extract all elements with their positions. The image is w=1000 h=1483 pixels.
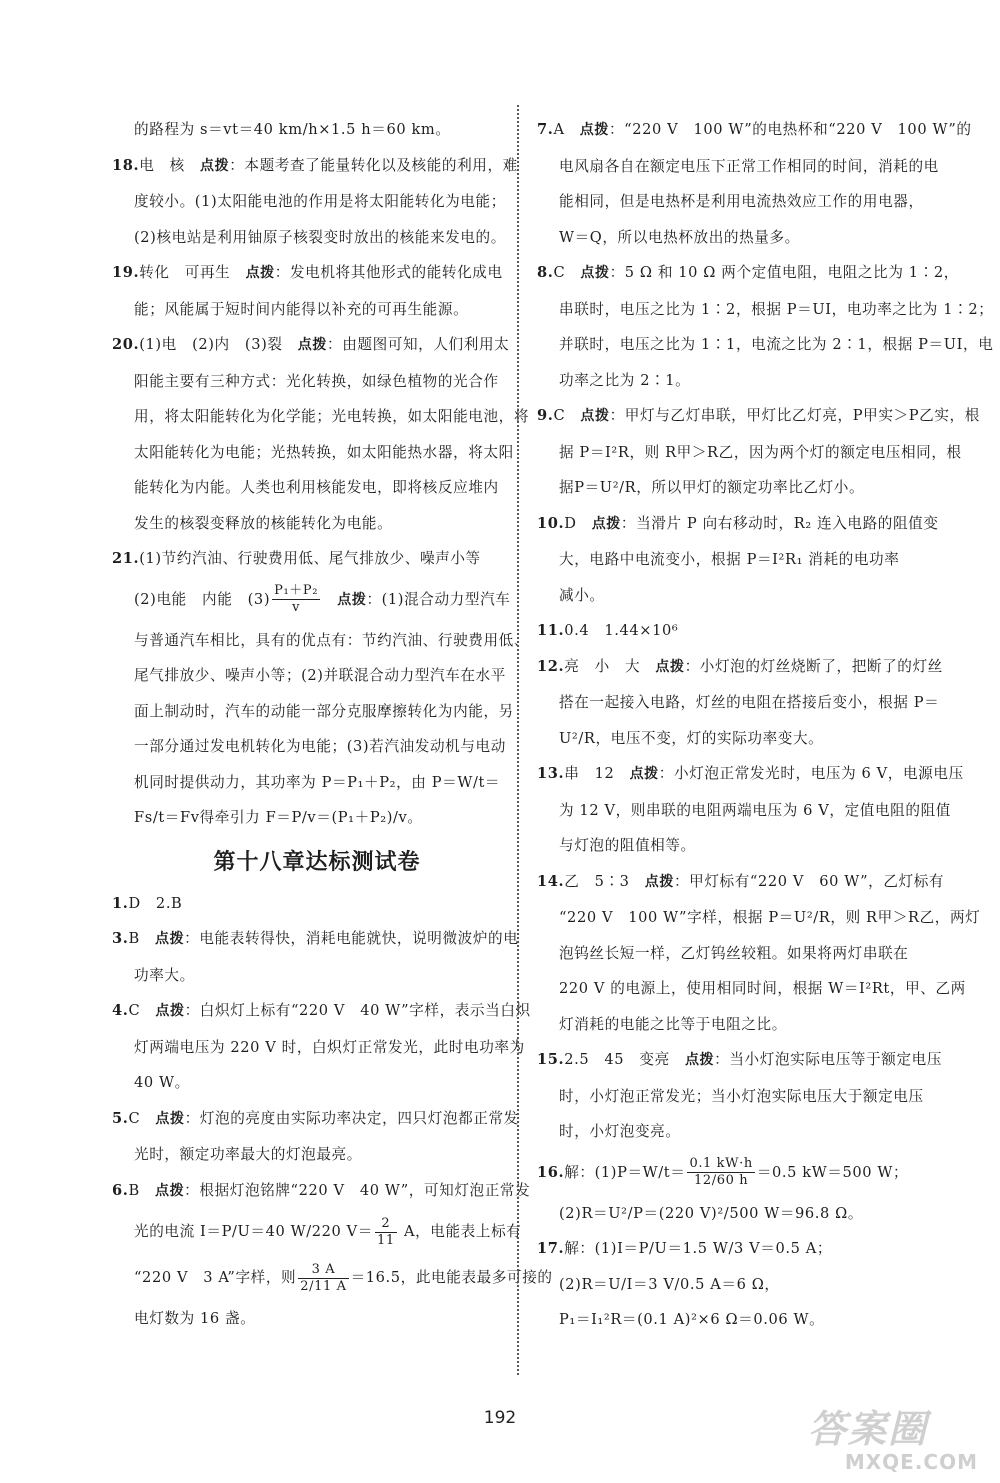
fraction [298, 1262, 348, 1295]
question-number: 5. [112, 1109, 129, 1127]
hint-keyword: 点拨 [154, 1182, 185, 1199]
answer-line: 220 V 的电源上，使用相同时间，根据 W＝I²Rt，甲、乙两 [559, 980, 966, 997]
answer-line: Fs/t＝Fv得牵引力 F＝P/v＝(P₁＋P₂)/v。 [134, 809, 423, 826]
answer-line: 减小。 [559, 586, 605, 604]
question-number: 12. [537, 657, 565, 675]
answer-line: 4.C 点拨：白炽灯上标有“220 V 40 W”字样，表示当白炽 [112, 1002, 531, 1019]
answer-line: 度较小。(1)太阳能电池的作用是将太阳能转化为电能； [134, 193, 506, 210]
right-answer-item [537, 506, 947, 614]
answer-line: 并联时，电压之比为 1∶1，电流之比为 2∶1，根据 P＝UI，电 [559, 336, 994, 353]
question-number: 11. [537, 622, 565, 639]
answer-line: 为 12 V，则串联的电阻两端电压为 6 V，定值电阻的阻值 [559, 801, 951, 819]
question-number: 17. [537, 1240, 565, 1257]
answer-line: 电灯数为 16 盏。 [134, 1310, 256, 1327]
answer-line: 泡钨丝长短一样，乙灯钨丝较粗。如果将两灯串联在 [559, 944, 909, 962]
question-number: 20. [112, 336, 140, 353]
question-number: 1. [112, 894, 129, 912]
answer-line: 能转化为内能。人类也利用核能发电，即将核反应堆内 [134, 479, 499, 496]
left-answer-item [112, 921, 522, 993]
answer-line: 灯消耗的电能之比等于电阻之比。 [559, 1015, 787, 1033]
fraction-numerator: P₁＋P₂ [274, 583, 319, 598]
answer-line: 搭在一起接入电路，灯丝的电阻在搭接后变小，根据 P＝ [559, 694, 940, 711]
question-number: 18. [112, 156, 140, 174]
right-answer-item [537, 1231, 947, 1338]
answer-line: 据 P＝I²R，则 R甲＞R乙，因为两个灯的额定电压相同，根 [559, 443, 962, 461]
answer-line: (2)电能 内能 (3) $\frac{\text{P₁＋P₂}}{v}$ 点拨：(1)混合动力型汽车 [134, 583, 511, 615]
hint-keyword: 点拨 [155, 1110, 185, 1127]
right-answer-item [537, 255, 994, 398]
answer-line: (2)核电站是利用铀原子核裂变时放出的核能来发电的。 [134, 228, 506, 246]
answer-line: “220 V 3 A”字样，则 $\frac{3 A}{2/11 A}$ ＝16.5，此电能表最多可接的 [134, 1261, 553, 1294]
answer-line: “220 V 100 W”字样，根据 P＝U²/R，则 R甲＞R乙，两灯 [559, 909, 981, 926]
answer-line: 1.D 2.B [112, 894, 183, 912]
answer-line: 6.B 点拨：根据灯泡铭牌“220 V 40 W”，可知灯泡正常发 [112, 1181, 531, 1199]
hint-keyword: 点拨 [154, 931, 185, 947]
answer-line: 功率大。 [134, 966, 195, 984]
right-column [537, 112, 994, 1338]
answer-line: 面上制动时，汽车的动能一部分克服摩擦转化为内能，另 [134, 702, 514, 720]
left-answer-item [112, 148, 522, 256]
answer-line: 19.转化 可再生 点拨：发电机将其他形式的能转化成电 [112, 264, 503, 281]
right-answer-item [537, 756, 964, 864]
question-number: 8. [537, 264, 554, 281]
answer-line: 发生的核裂变释放的核能转化为电能。 [134, 514, 393, 532]
answer-line: (2)R＝U/I＝3 V/0.5 A＝6 Ω， [559, 1275, 780, 1293]
right-answer-item [537, 1042, 947, 1150]
fraction-numerator: 2 [375, 1216, 397, 1233]
answer-line: 10.D 点拨：当滑片 P 向右移动时，R₂ 连入电路的阻值变 [537, 514, 939, 532]
answer-line: 时，小灯泡变亮。 [559, 1123, 681, 1140]
answer-line: 11.0.4 1.44×10⁶ [537, 622, 679, 639]
hint-keyword: 点拨 [579, 122, 609, 138]
right-answer-item [537, 112, 972, 255]
column-divider [517, 105, 519, 1375]
answer-line: 8.C 点拨：5 Ω 和 10 Ω 两个定值电阻，电阻之比为 1∶2， [537, 264, 959, 281]
question-number: 7. [537, 121, 554, 138]
answer-line: 一部分通过发电机转化为电能；(3)若汽油发动机与电动 [134, 738, 506, 755]
hint-keyword: 点拨 [644, 873, 674, 890]
hint-keyword: 点拨 [591, 515, 621, 532]
left-answer-item [112, 1101, 522, 1173]
right-answer-item [537, 649, 947, 757]
left-answer-item [112, 993, 531, 1101]
question-number: 21. [112, 550, 140, 567]
answer-line: 5.C 点拨：灯泡的亮度由实际功率决定，四只灯泡都正常发 [112, 1109, 519, 1127]
answer-line: 14.乙 5∶3 点拨：甲灯标有“220 V 60 W”，乙灯标有 [537, 872, 945, 890]
hint-keyword: 点拨 [245, 265, 275, 281]
page-number: 192 [483, 1408, 517, 1428]
answer-line: 17.解：(1)I＝P/U＝1.5 W/3 V＝0.5 A； [537, 1240, 833, 1257]
fraction [375, 1216, 397, 1249]
answer-line: 3.B 点拨：电能表转得快，消耗电能就快，说明微波炉的电 [112, 930, 519, 947]
answer-line: 用，将太阳能转化为化学能；光电转换，如太阳能电池，将 [134, 408, 530, 425]
answer-line: U²/R，电压不变，灯的实际功率变大。 [559, 729, 824, 747]
answer-line: 9.C 点拨：甲灯与乙灯串联，甲灯比乙灯亮，P甲实＞P乙实，根 [537, 407, 980, 424]
answer-line: 能；风能属于短时间内能得以补充的可再生能源。 [134, 300, 469, 318]
question-number: 6. [112, 1181, 129, 1199]
answer-line: 大，电路中电流变小，根据 P＝I²R₁ 消耗的电功率 [559, 551, 900, 568]
left-answer-item [112, 886, 522, 922]
answer-line: 能相同，但是电热杯是利用电流热效应工作的用电器， [559, 193, 924, 210]
question-number: 9. [537, 407, 554, 424]
hint-keyword: 点拨 [337, 591, 367, 608]
answer-line: 与灯泡的阻值相等。 [559, 837, 696, 854]
question-number: 13. [537, 765, 565, 782]
answer-line: 18.电 核 点拨：本题考查了能量转化以及核能的利用，难 [112, 156, 518, 174]
watermark-text: 答案圈 [808, 1407, 929, 1451]
fraction-denominator: 2/11 A [300, 1278, 347, 1294]
answer-line: 16.解：(1)P＝W/t＝ $\frac{0.1 kW\cdot h}{12/60 h}$ ＝0.5 kW＝500 W； [537, 1156, 909, 1188]
answer-line: 阳能主要有三种方式：光化转换，如绿色植物的光合作 [134, 372, 499, 390]
answer-line: 7.A 点拨：“220 V 100 W”的电热杯和“220 V 100 W”的 [537, 121, 972, 138]
hint-keyword: 点拨 [580, 265, 610, 281]
left-answer-item [112, 112, 522, 148]
answer-line: 尾气排放少、噪声小等；(2)并联混合动力型汽车在水平 [134, 667, 506, 684]
fraction-denominator: v [292, 600, 301, 615]
left-answer-item [112, 327, 530, 541]
hint-keyword: 点拨 [684, 1052, 715, 1068]
fraction [272, 583, 320, 616]
answer-line: 太阳能转化为电能；光热转换，如太阳能热水器，将太阳 [134, 443, 514, 461]
answer-line: 电风扇各自在额定电压下正常工作相同的时间，消耗的电 [559, 157, 939, 175]
hint-keyword: 点拨 [580, 408, 610, 424]
answer-line: 21.(1)节约汽油、行驶费用低、尾气排放少、噪声小等 [112, 550, 481, 567]
answer-line: 40 W。 [134, 1074, 190, 1091]
answer-line: 光时，额定功率最大的灯泡最亮。 [134, 1146, 362, 1163]
chapter-title: 第十八章达标测试卷 [213, 849, 421, 875]
right-answer-item [537, 864, 981, 1043]
watermark-logo [808, 1408, 978, 1478]
question-number: 15. [537, 1051, 565, 1068]
question-number: 10. [537, 514, 565, 532]
fraction-denominator: 11 [376, 1232, 395, 1248]
answer-line: 13.串 12 点拨：小灯泡正常发光时，电压为 6 V，电源电压 [537, 765, 964, 782]
right-answer-item [537, 613, 947, 649]
fraction-numerator: 3 A [298, 1262, 348, 1279]
question-number: 4. [112, 1002, 129, 1019]
right-answer-item [537, 1150, 947, 1232]
question-number: 3. [112, 930, 129, 947]
answer-line: 时，小灯泡正常发光；当小灯泡实际电压大于额定电压 [559, 1087, 924, 1105]
answer-line: 的路程为 s＝vt＝40 km/h×1.5 h＝60 km。 [134, 121, 451, 138]
answer-line: 与普通汽车相比，具有的优点有：节约汽油、行驶费用低、 [134, 631, 530, 649]
left-answer-item [112, 541, 530, 836]
answer-line: W＝Q，所以电热杯放出的热量多。 [559, 228, 800, 246]
answer-line: 20.(1)电 (2)内 (3)裂 点拨：由题图可知，人们利用太 [112, 336, 510, 353]
answer-line: 12.亮 小 大 点拨：小灯泡的灯丝烧断了，把断了的灯丝 [537, 657, 943, 675]
hint-keyword: 点拨 [297, 337, 327, 353]
hint-keyword: 点拨 [155, 1003, 185, 1019]
hint-keyword: 点拨 [199, 157, 230, 174]
question-number: 16. [537, 1163, 565, 1181]
answer-line: 灯两端电压为 220 V 时，白炽灯正常发光，此时电功率为 [134, 1038, 525, 1056]
question-number: 19. [112, 264, 140, 281]
fraction-denominator: 12/60 h [694, 1173, 749, 1188]
fraction [687, 1156, 754, 1189]
answer-line: (2)R＝U²/P＝(220 V)²/500 W＝96.8 Ω。 [559, 1204, 864, 1222]
answer-line: 光的电流 I＝P/U＝40 W/220 V＝ $\frac{2}{11}$ A，电能表上标有 [134, 1215, 522, 1248]
answer-line: 功率之比为 2∶1。 [559, 371, 691, 389]
answer-line: P₁＝I₁²R＝(0.1 A)²×6 Ω＝0.06 W。 [559, 1311, 825, 1328]
hint-keyword: 点拨 [629, 766, 659, 782]
right-answer-item [537, 398, 980, 506]
answer-line: 据P＝U²/R，所以甲灯的额定功率比乙灯小。 [559, 479, 865, 496]
fraction-numerator: 0.1 kW·h [689, 1156, 753, 1171]
answer-line: 15.2.5 45 变亮 点拨：当小灯泡实际电压等于额定电压 [537, 1051, 943, 1068]
watermark-url: MXQE.COM [844, 1450, 978, 1474]
question-number: 14. [537, 872, 565, 890]
answer-line: 机同时提供动力，其功率为 P＝P₁＋P₂，由 P＝W/t＝ [134, 773, 501, 791]
hint-keyword: 点拨 [655, 658, 685, 675]
answer-line: 串联时，电压之比为 1∶2，根据 P＝UI，电功率之比为 1∶2； [559, 300, 994, 318]
left-answer-item [112, 255, 522, 327]
